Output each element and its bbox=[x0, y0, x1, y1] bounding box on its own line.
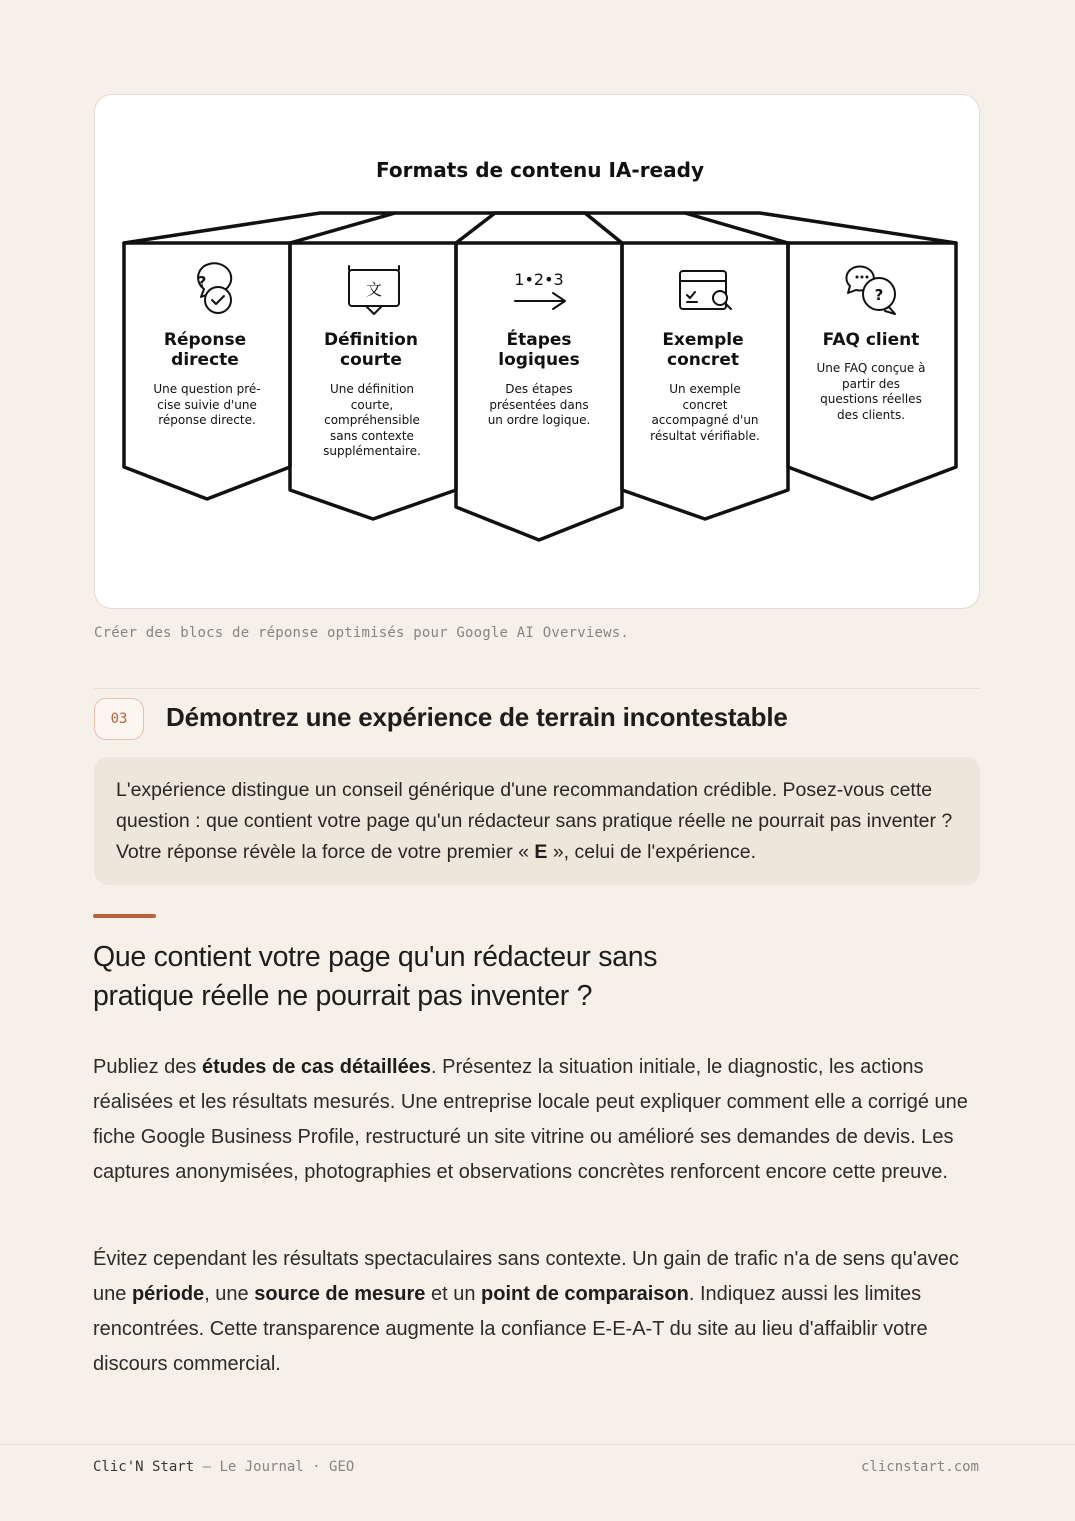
panel-3-title-1: Étapes bbox=[506, 330, 572, 350]
panel-2-desc-4: sans contexte bbox=[330, 429, 414, 443]
paragraph2-text-2: , une bbox=[204, 1283, 255, 1305]
footer-brand-name: Clic'N Start bbox=[93, 1459, 195, 1475]
paragraph2-text-4: . Indiquez aussi les limites rencontrées. Cette transparence augmente la confiance E-E-A-T du site au lieu d'affaiblir votre discours commercial. bbox=[93, 1283, 928, 1375]
panel-4-title-1: Exemple bbox=[662, 330, 744, 350]
panel-1-title-1: Réponse bbox=[163, 330, 247, 350]
steps-numbers: 1•2•3 bbox=[514, 270, 564, 289]
diagram-roof bbox=[124, 213, 956, 243]
callout-text-start: L'expérience distingue un conseil générique d'une recommandation crédible. Posez-vous cette question : que contient votre page qu'un rédacteur sans pratique réelle ne pourrait pas inventer ? Votre réponse révèle la force de votre premier « bbox=[116, 779, 953, 863]
panel-2-desc-2: courte, bbox=[350, 398, 394, 412]
footer-brand bbox=[93, 1459, 354, 1475]
footer-divider bbox=[0, 1444, 1075, 1445]
panel-3-title-2: logiques bbox=[498, 350, 580, 370]
footer-section: — Le Journal · GEO bbox=[194, 1459, 355, 1475]
panel-3-desc-2: présentées dans bbox=[489, 398, 589, 412]
panel-5-desc-1: Une FAQ conçue à bbox=[816, 361, 926, 375]
chat-question-check-icon bbox=[198, 263, 232, 313]
callout-bold-e: E bbox=[534, 841, 548, 863]
paragraph2-bold-3: point de comparaison bbox=[481, 1283, 689, 1305]
panel-1-desc-1: Une question pré- bbox=[153, 382, 261, 396]
accent-bar bbox=[93, 914, 156, 918]
paragraph2-text-1: Évitez cependant les résultats spectaculaires sans contexte. Un gain de trafic n'a de sens qu'avec une bbox=[93, 1248, 959, 1305]
panel-shape-1 bbox=[124, 243, 290, 499]
panel-1-desc-2: cise suivie d'une bbox=[157, 398, 257, 412]
panel-5-desc-2: partir des bbox=[842, 377, 900, 391]
svg-text:文: 文 bbox=[365, 280, 383, 299]
figure-card bbox=[94, 94, 980, 609]
browser-search-icon bbox=[680, 271, 731, 309]
question-heading: Que contient votre page qu'un rédacteur sans pratique réelle ne pourrait pas inventer ? bbox=[93, 941, 658, 1012]
panel-shape-4 bbox=[622, 243, 788, 519]
paragraph2-bold-2: source de mesure bbox=[254, 1283, 426, 1305]
paragraph1-text-1: Publiez des bbox=[93, 1056, 202, 1078]
callout-text-end: », celui de l'expérience. bbox=[547, 841, 757, 863]
intro-callout bbox=[94, 757, 980, 885]
figure-caption: Créer des blocs de réponse optimisés pour Google AI Overviews. bbox=[94, 625, 629, 641]
panel-5-desc-4: des clients. bbox=[836, 408, 906, 422]
paragraph2-bold-1: période bbox=[131, 1283, 205, 1305]
faq-bubbles-icon bbox=[846, 266, 895, 314]
paragraph-case-studies bbox=[93, 1050, 983, 1190]
panel-4-desc-1: Un exemple bbox=[669, 382, 741, 396]
section-divider bbox=[94, 688, 980, 689]
panel-3-desc-1: Des étapes bbox=[505, 382, 573, 396]
panel-4-title-2: concret bbox=[667, 350, 739, 370]
section-number-badge: 03 bbox=[94, 698, 144, 740]
diagram-title: Formats de contenu IA-ready bbox=[376, 158, 704, 182]
ia-ready-formats-diagram bbox=[95, 95, 980, 609]
panel-3-desc-3: un ordre logique. bbox=[487, 413, 591, 427]
paragraph1-bold: études de cas détaillées bbox=[201, 1056, 431, 1078]
paragraph2-text-3: et un bbox=[425, 1283, 482, 1305]
panel-2-desc-1: Une définition bbox=[329, 382, 415, 396]
section-title: Démontrez une expérience de terrain incontestable bbox=[166, 702, 788, 732]
panel-4-desc-3: accompagné d'un bbox=[651, 413, 759, 427]
panel-2-title-2: courte bbox=[340, 350, 402, 370]
panel-1-desc-3: réponse directe. bbox=[158, 413, 256, 427]
panel-1-title-2: directe bbox=[171, 350, 239, 370]
panel-4-desc-4: résultat vérifiable. bbox=[650, 429, 760, 443]
svg-text:?: ? bbox=[874, 286, 884, 304]
panel-5-desc-3: questions réelles bbox=[820, 392, 922, 406]
svg-text:?: ? bbox=[197, 273, 207, 291]
footer-site-link[interactable]: clicnstart.com bbox=[860, 1459, 979, 1475]
translate-icon bbox=[349, 266, 399, 314]
panel-2-desc-5: supplémentaire. bbox=[323, 444, 421, 458]
paragraph-context bbox=[93, 1242, 983, 1382]
paragraph1-text-2: . Présentez la situation initiale, le diagnostic, les actions réalisées et les résultats mesurés. Une entreprise locale peut expliquer comment elle a corrigé une fiche Google Business Profile, restructuré un site vitrine ou amélioré ses demandes de devis. Les captures anonymisées, photographies et observations concrètes renforcent encore cette preuve. bbox=[93, 1056, 968, 1183]
panel-4-desc-2: concret bbox=[682, 398, 728, 412]
steps-arrow-icon bbox=[515, 293, 565, 309]
panel-2-title-1: Définition bbox=[324, 330, 418, 350]
panel-5-title-1: FAQ client bbox=[822, 330, 920, 350]
panel-2-desc-3: compréhensible bbox=[324, 413, 420, 427]
